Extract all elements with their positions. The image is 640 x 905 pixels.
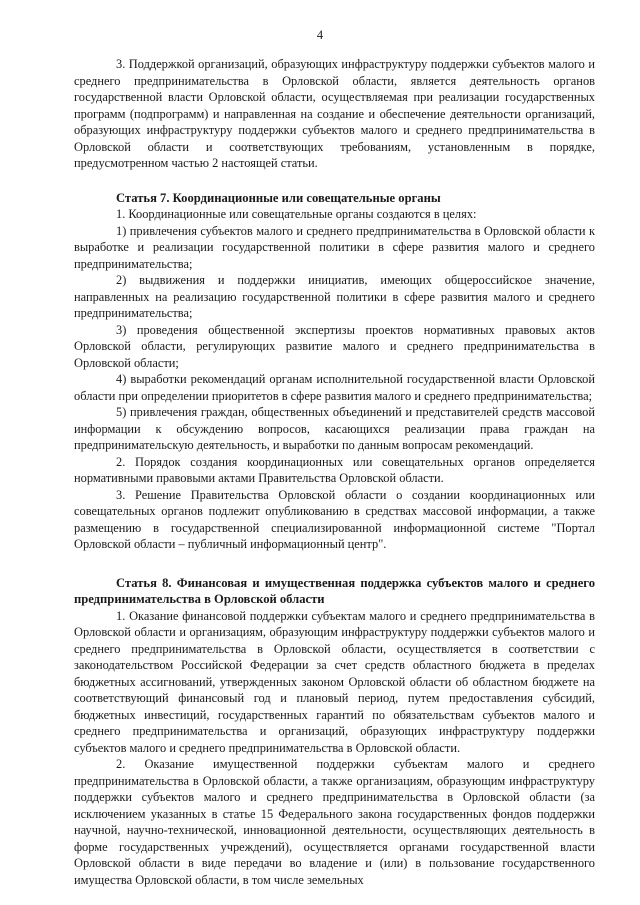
article7-paragraph: 2. Порядок создания координационных или совещательных органов определяется нормативными правовыми актами Правительства Орловской области.: [74, 454, 595, 485]
article7-paragraph: 5) привлечения граждан, общественных объединений и представителей средств массовой информации к обсуждению вопросов, касающихся реализации права граждан на предпринимательскую деятельность, и выработки по данным вопросам рекомендаций.: [74, 405, 595, 452]
article7-heading: Статья 7. Координационные или совещательные органы: [116, 190, 441, 205]
article7-paragraph: 3. Решение Правительства Орловской области о создании координационных или совещательных органов подлежит опубликованию в средствах массовой информации, а также размещению в государственной специализированной информационной системе "Портал Орловской области – публичный информационный центр".: [74, 487, 595, 551]
article7-paragraph: 3) проведения общественной экспертизы проектов нормативных правовых актов Орловской области, регулирующих развитие малого и среднего предпринимательства в Орловской области;: [74, 322, 595, 370]
document-body: [74, 56, 595, 888]
article7-paragraph: 1. Координационные или совещательные органы создаются в целях:: [116, 207, 477, 221]
page-number: 4: [316, 28, 324, 42]
article6-part3-paragraph: 3. Поддержкой организаций, образующих инфраструктуру поддержки субъектов малого и среднего предпринимательства в Орловской области, является деятельность органов государственной власти Орловской области, осуществляемая при реализации государственных программ (подпрограмм) и направленная на создание и обеспечение деятельности организаций, образующих инфраструктуру поддержки субъектов малого и среднего предпринимательства в Орловской области и соответствующих требованиям, установленным в порядке, предусмотренном частью 2 настоящей статьи.: [74, 57, 595, 170]
article7-paragraph: 4) выработки рекомендаций органам исполнительной государственной власти Орловской области при определении приоритетов в сфере развития малого и среднего предпринимательства;: [74, 372, 595, 403]
article7-paragraph: 1) привлечения субъектов малого и среднего предпринимательства в Орловской области к выработке и реализации государственной политики в сфере развития малого и среднего предпринимательства;: [74, 223, 595, 271]
article8-paragraph: 2. Оказание имущественной поддержки субъектам малого и среднего предпринимательства в Орловской области, а также организациям, образующим инфраструктуру поддержки субъектов малого и среднего предпринимательства в Орловской области (за исключением указанных в статье 15 Федерального закона государственных фондов поддержки научной, научно-технической, инновационной деятельности, осуществляющих деятельность в форме государственных учреждений), осуществляется органами государственной власти Орловской области в виде передачи во владение и (или) в пользование государственного имущества Орловской области, в том числе земельных: [74, 757, 595, 887]
article7-paragraph: 2) выдвижения и поддержки инициатив, имеющих общероссийское значение, направленных на реализацию государственной политики в сфере развития малого и среднего предпринимательства;: [74, 273, 595, 320]
article8-paragraph: 1. Оказание финансовой поддержки субъектам малого и среднего предпринимательства в Орловской области и организациям, образующим инфраструктуру поддержки субъектов малого и среднего предпринимательства в Орловской области, осуществляется в соответствии с законодательством Российской Федерации за счет средств областного бюджета в пределах бюджетных ассигнований, утвержденных законом Орловской области об областном бюджете на соответствующий финансовый год и плановый период, путем предоставления субсидий, бюджетных инвестиций, государственных гарантий по обязательствам субъектов малого и среднего предпринимательства и организаций, образующих инфраструктуру поддержки субъектов малого и среднего предпринимательства в Орловской области.: [74, 608, 595, 755]
article8-heading: Статья 8. Финансовая и имущественная поддержка субъектов малого и среднего предпринимательства в Орловской области: [74, 575, 595, 606]
